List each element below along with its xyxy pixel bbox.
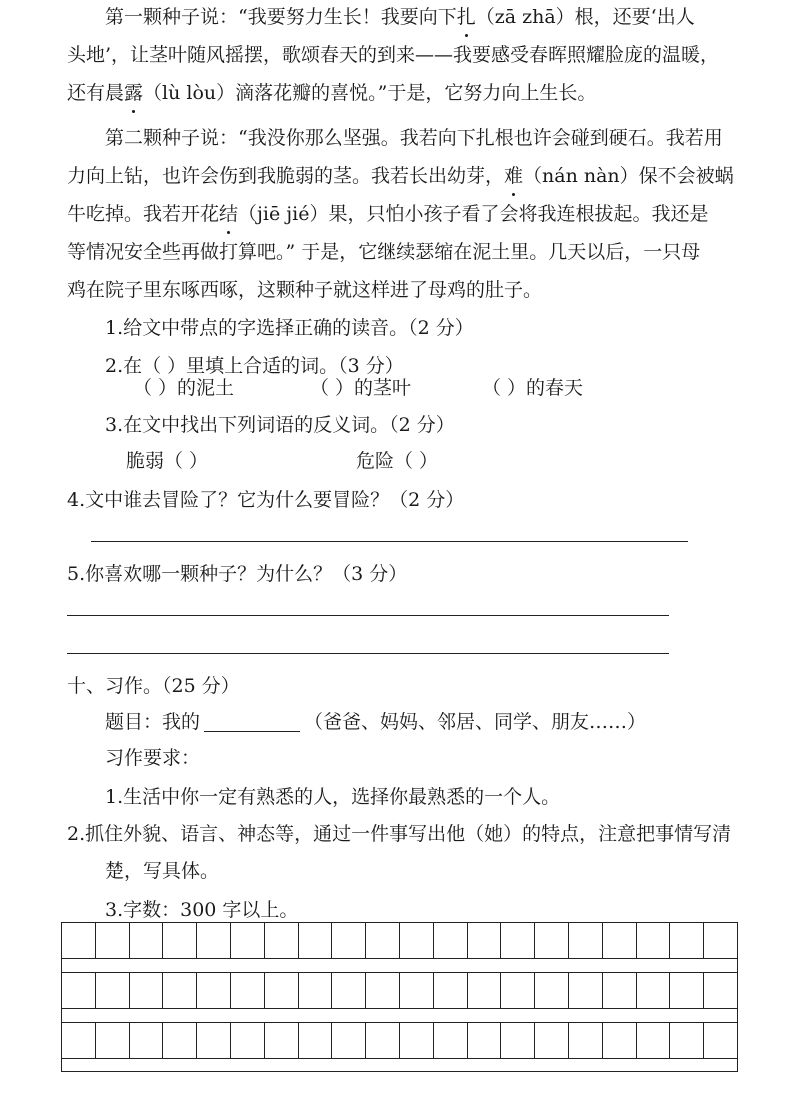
grid-cell[interactable] <box>163 923 197 958</box>
grid-cell[interactable] <box>535 923 569 958</box>
grid-row[interactable] <box>61 972 738 1009</box>
grid-cell[interactable] <box>265 973 299 1008</box>
grid-cell[interactable] <box>366 923 400 958</box>
grid-cell[interactable] <box>332 1023 366 1058</box>
question-1: 1.给文中带点的字选择正确的读音。（2 分） <box>105 317 474 339</box>
text-segment: （lù lòu）滴落花瓣的喜悦。”于是，它努力向上生长。 <box>143 82 597 104</box>
grid-cell[interactable] <box>96 1023 130 1058</box>
question-2: 2.在（ ）里填上合适的词。（3 分） <box>105 355 404 377</box>
grid-cell[interactable] <box>130 1023 164 1058</box>
topic-prefix: 题目：我的 <box>105 711 201 733</box>
grid-cell[interactable] <box>231 923 265 958</box>
passage-p2-line3 <box>67 196 709 232</box>
grid-row-gap <box>61 959 738 972</box>
q5-answer-line-1[interactable] <box>67 615 669 616</box>
grid-cell[interactable] <box>62 923 96 958</box>
passage-p2-line5: 鸡在院子里东啄西啄，这颗种子就这样进了母鸡的肚子。 <box>67 279 543 301</box>
passage-p2-line4: 等情况安全些再做打算吧。” 于是，它继续瑟缩在泥土里。几天以后，一只母 <box>67 241 701 263</box>
q2-answer-blank-2[interactable]: （ ）的茎叶 <box>310 377 412 399</box>
dotted-char: 露 <box>124 75 143 111</box>
composition-requirement-2-line1: 2.抓住外貌、语言、神态等，通过一件事写出他（她）的特点，注意把事情写清 <box>67 823 732 845</box>
grid-cell[interactable] <box>468 1023 502 1058</box>
grid-row-gap <box>61 1009 738 1022</box>
grid-row-gap <box>61 1059 738 1072</box>
grid-row[interactable] <box>61 922 738 959</box>
grid-cell[interactable] <box>130 923 164 958</box>
grid-cell[interactable] <box>197 973 231 1008</box>
grid-cell[interactable] <box>434 1023 468 1058</box>
grid-cell[interactable] <box>163 1023 197 1058</box>
grid-cell[interactable] <box>535 973 569 1008</box>
grid-cell[interactable] <box>569 973 603 1008</box>
q3-answer-blank-1[interactable]: 脆弱（ ） <box>126 450 209 472</box>
grid-cell[interactable] <box>569 923 603 958</box>
grid-cell[interactable] <box>197 923 231 958</box>
grid-cell[interactable] <box>637 923 671 958</box>
passage-p1-line2: 头地’，让茎叶随风摇摆，歌颂春天的到来——我要感受春晖照耀脸庞的温暖， <box>67 44 720 66</box>
grid-cell[interactable] <box>704 923 737 958</box>
q2-answer-blank-3[interactable]: （ ）的春天 <box>482 377 584 399</box>
q2-answer-blank-1[interactable]: （ ）的泥土 <box>133 377 235 399</box>
grid-cell[interactable] <box>468 923 502 958</box>
q4-answer-line[interactable] <box>91 541 688 542</box>
composition-heading: 十、习作。（25 分） <box>67 675 240 697</box>
grid-cell[interactable] <box>96 973 130 1008</box>
topic-suffix: （爸爸、妈妈、邻居、同学、朋友……） <box>304 711 647 733</box>
grid-cell[interactable] <box>637 1023 671 1058</box>
grid-cell[interactable] <box>670 973 704 1008</box>
q5-answer-line-2[interactable] <box>67 653 669 654</box>
grid-cell[interactable] <box>603 1023 637 1058</box>
grid-cell[interactable] <box>231 1023 265 1058</box>
grid-cell[interactable] <box>535 1023 569 1058</box>
grid-cell[interactable] <box>501 1023 535 1058</box>
grid-cell[interactable] <box>603 973 637 1008</box>
grid-cell[interactable] <box>62 1023 96 1058</box>
composition-requirement-2-line2: 楚，写具体。 <box>105 860 220 882</box>
grid-cell[interactable] <box>366 973 400 1008</box>
grid-cell[interactable] <box>197 1023 231 1058</box>
passage-p1-line3 <box>67 75 596 111</box>
grid-cell[interactable] <box>366 1023 400 1058</box>
grid-cell[interactable] <box>96 923 130 958</box>
q3-answer-blank-2[interactable]: 危险（ ） <box>356 450 439 472</box>
question-5: 5.你喜欢哪一颗种子？为什么？（3 分） <box>67 563 408 585</box>
grid-row[interactable] <box>61 1022 738 1059</box>
grid-cell[interactable] <box>434 923 468 958</box>
grid-cell[interactable] <box>332 923 366 958</box>
grid-cell[interactable] <box>501 973 535 1008</box>
dotted-char: 难 <box>504 158 523 194</box>
grid-cell[interactable] <box>265 923 299 958</box>
dotted-char: 扎 <box>457 0 476 35</box>
grid-cell[interactable] <box>400 973 434 1008</box>
grid-cell[interactable] <box>670 923 704 958</box>
composition-topic <box>105 704 646 740</box>
grid-cell[interactable] <box>299 973 333 1008</box>
question-3: 3.在文中找出下列词语的反义词。（2 分） <box>105 414 455 436</box>
grid-cell[interactable] <box>299 923 333 958</box>
text-segment: 还有晨 <box>67 82 125 104</box>
composition-requirement-1: 1.生活中你一定有熟悉的人，选择你最熟悉的一个人。 <box>105 786 561 808</box>
writing-grid[interactable] <box>61 922 738 1072</box>
composition-requirement-3: 3.字数：300 字以上。 <box>105 899 299 921</box>
grid-cell[interactable] <box>637 973 671 1008</box>
text-segment: （nán nàn）保不会被蜗 <box>523 165 734 187</box>
passage-p2-line1: 第二颗种子说：“我没你那么坚强。我若向下扎根也许会碰到硬石。我若用 <box>105 127 723 149</box>
text-segment: （jiē jié）果，只怕小孩子看了会将我连根拔起。我还是 <box>238 203 709 225</box>
topic-blank[interactable] <box>204 709 300 732</box>
grid-cell[interactable] <box>670 1023 704 1058</box>
question-4: 4.文中谁去冒险了？它为什么要冒险？（2 分） <box>67 489 465 511</box>
grid-cell[interactable] <box>704 973 737 1008</box>
grid-cell[interactable] <box>231 973 265 1008</box>
grid-cell[interactable] <box>400 1023 434 1058</box>
grid-cell[interactable] <box>163 973 197 1008</box>
text-segment: （zā zhā）根，还要‘出人 <box>475 6 695 28</box>
text-segment: 牛吃掉。我若开花 <box>67 203 220 225</box>
dotted-char: 结 <box>219 196 238 232</box>
grid-cell[interactable] <box>332 973 366 1008</box>
grid-cell[interactable] <box>501 923 535 958</box>
text-segment: 力向上钻，也许会伤到我脆弱的茎。我若长出幼芽， <box>67 165 505 187</box>
composition-requirements-title: 习作要求： <box>105 747 201 769</box>
grid-cell[interactable] <box>265 1023 299 1058</box>
grid-cell[interactable] <box>62 973 96 1008</box>
grid-cell[interactable] <box>299 1023 333 1058</box>
grid-cell[interactable] <box>468 973 502 1008</box>
passage-p1-line1 <box>105 0 695 35</box>
grid-cell[interactable] <box>569 1023 603 1058</box>
grid-cell[interactable] <box>400 923 434 958</box>
passage-p2-line2 <box>67 158 734 194</box>
grid-cell[interactable] <box>603 923 637 958</box>
grid-cell[interactable] <box>704 1023 737 1058</box>
text-segment: 第一颗种子说：“我要努力生长！我要向下 <box>105 6 457 28</box>
grid-cell[interactable] <box>130 973 164 1008</box>
grid-cell[interactable] <box>434 973 468 1008</box>
